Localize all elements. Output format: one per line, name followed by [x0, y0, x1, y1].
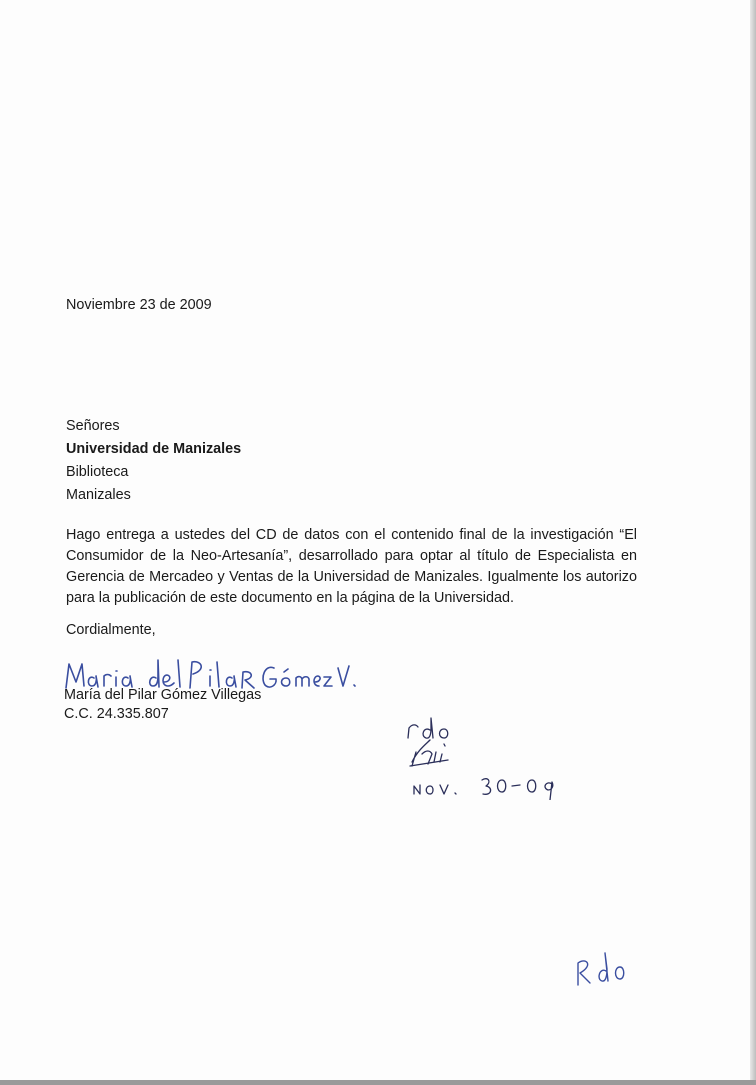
handwritten-receipt-note	[400, 710, 570, 800]
scan-edge-bottom	[0, 1080, 756, 1085]
scan-edge-right	[750, 0, 756, 1085]
handwritten-corner-note	[572, 945, 632, 990]
recipient-block	[66, 415, 241, 507]
signer-block	[64, 686, 261, 724]
recipient-institution: Universidad de Manizales	[66, 441, 242, 457]
recipient-salutation: Señores	[66, 418, 120, 434]
signer-name: María del Pilar Gómez Villegas	[64, 687, 262, 703]
letter-date: Noviembre 23 de 2009	[66, 297, 212, 313]
recipient-department: Biblioteca	[66, 464, 129, 480]
recipient-city: Manizales	[66, 487, 131, 503]
signer-id: C.C. 24.335.807	[64, 706, 169, 722]
letter-closing: Cordialmente,	[66, 622, 156, 638]
letter-body: Hago entrega a ustedes del CD de datos con el contenido final de la investigación “El Consumidor de la Neo-Artesanía”, desarrollado para optar al título de Especialista en Gerencia de Mercadeo y Ventas de la Universidad de Manizales. Igualmente los autorizo para la publicación de este documento en la página de la Universidad.	[66, 527, 637, 606]
